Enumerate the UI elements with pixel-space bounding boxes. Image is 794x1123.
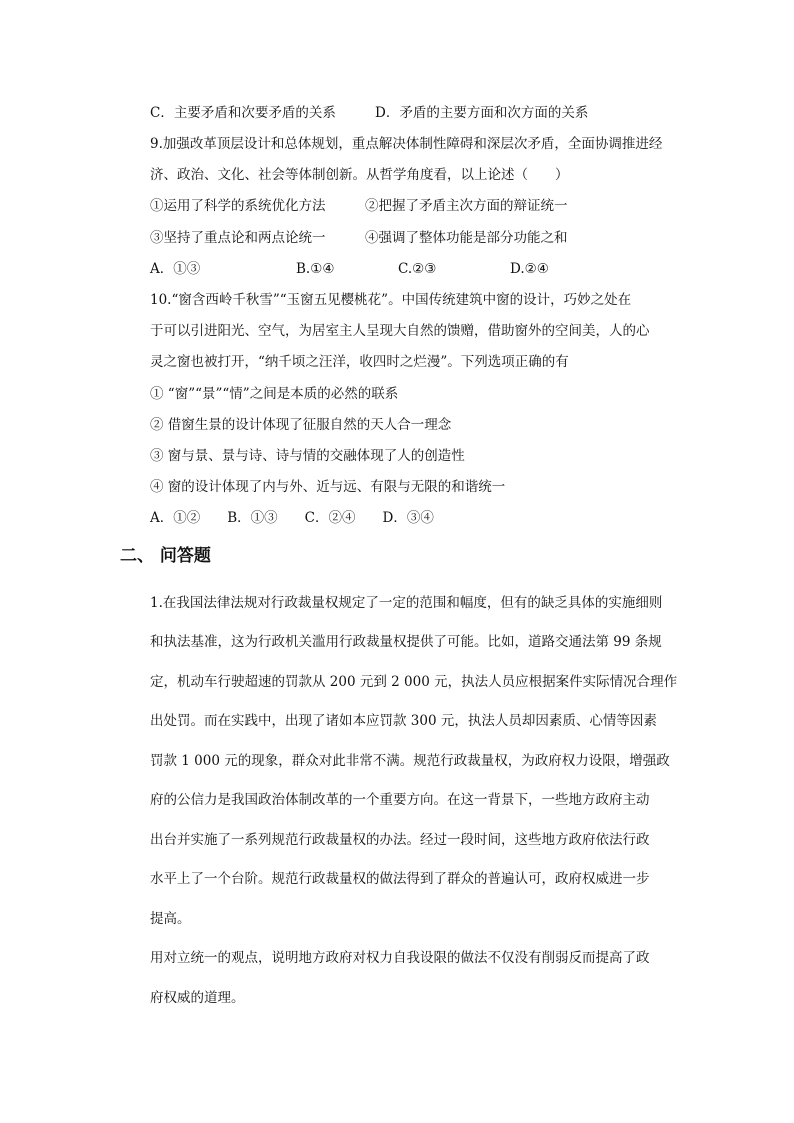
section-heading: 二、 问答题 xyxy=(120,546,211,566)
q9-statement-2: ②把握了矛盾主次方面的辩证统一 xyxy=(365,198,568,214)
q10-statement-1: ① “窗”“景”“情”之间是本质的必然的联系 xyxy=(150,386,399,402)
q9-option-d: D.②④ xyxy=(510,261,549,277)
q9-stem-line-1: 9.加强改革顶层设计和总体规划，重点解决体制性障碍和深层次矛盾，全面协调推进经 xyxy=(150,136,663,152)
q1-question-line-1: 用对立统一的观点，说明地方政府对权力自我设限的做法不仅没有削弱反而提高了政 xyxy=(150,950,650,966)
q9-statement-3: ③坚持了重点论和两点论统一 xyxy=(150,230,326,246)
q1-line-1: 1.在我国法律法规对行政裁量权规定了一定的范围和幅度，但有的缺乏具体的实施细则 xyxy=(150,595,663,611)
q9-stem-line-2: 济、政治、文化、社会等体制创新。从哲学角度看，以上论述（ ） xyxy=(150,167,569,183)
q1-line-8: 水平上了一个台阶。规范行政裁量权的做法得到了群众的普遍认可，政府权威进一步 xyxy=(150,871,650,887)
q8-option-c: C．主要矛盾和次要矛盾的关系 xyxy=(150,105,336,121)
q10-options: A．①② B．①③ C．②④ D．③④ xyxy=(150,510,434,526)
q1-line-7: 出台并实施了一系列规范行政裁量权的办法。经过一段时间，这些地方政府依法行政 xyxy=(150,832,650,848)
q9-option-b: B.①④ xyxy=(296,261,335,277)
q1-line-6: 府的公信力是我国政治体制改革的一个重要方向。在这一背景下，一些地方政府主动 xyxy=(150,792,650,808)
q10-stem-line-2: 于可以引进阳光、空气，为居室主人呈现大自然的馈赠，借助窗外的空间美，人的心 xyxy=(150,323,650,339)
q10-stem-line-1: 10.“窗含西岭千秋雪”“玉窗五见樱桃花”。中国传统建筑中窗的设计，巧妙之处在 xyxy=(150,292,632,308)
q10-statement-2: ② 借窗生景的设计体现了征服自然的天人合一理念 xyxy=(150,417,452,433)
q9-option-c: C.②③ xyxy=(398,261,437,277)
q9-statement-4: ④强调了整体功能是部分功能之和 xyxy=(365,230,568,246)
q1-line-4: 出处罚。而在实践中，出现了诸如本应罚款 300 元，执法人员却因素质、心情等因素 xyxy=(150,713,657,729)
q1-line-3: 定，机动车行驶超速的罚款从 200 元到 2 000 元，执法人员应根据案件实际情况合理作 xyxy=(150,674,678,690)
q10-stem-line-3: 灵之窗也被打开，“纳千顷之汪洋，收四时之烂漫”。下列选项正确的有 xyxy=(150,354,569,370)
q1-question-line-2: 府权威的道理。 xyxy=(150,990,245,1006)
q8-option-d: D．矛盾的主要方面和次方面的关系 xyxy=(375,105,589,121)
q10-statement-3: ③ 窗与景、景与诗、诗与情的交融体现了人的创造性 xyxy=(150,448,465,464)
q1-line-2: 和执法基准，这为行政机关滥用行政裁量权提供了可能。比如，道路交通法第 99 条规 xyxy=(150,634,662,650)
q10-statement-4: ④ 窗的设计体现了内与外、近与远、有限与无限的和谐统一 xyxy=(150,479,506,495)
q9-statement-1: ①运用了科学的系统优化方法 xyxy=(150,198,326,214)
q9-option-a: A．①③ xyxy=(150,261,201,277)
q1-line-9: 提高。 xyxy=(150,911,191,927)
q1-line-5: 罚款 1 000 元的现象，群众对此非常不满。规范行政裁量权，为政府权力设限，增强政 xyxy=(150,753,670,769)
